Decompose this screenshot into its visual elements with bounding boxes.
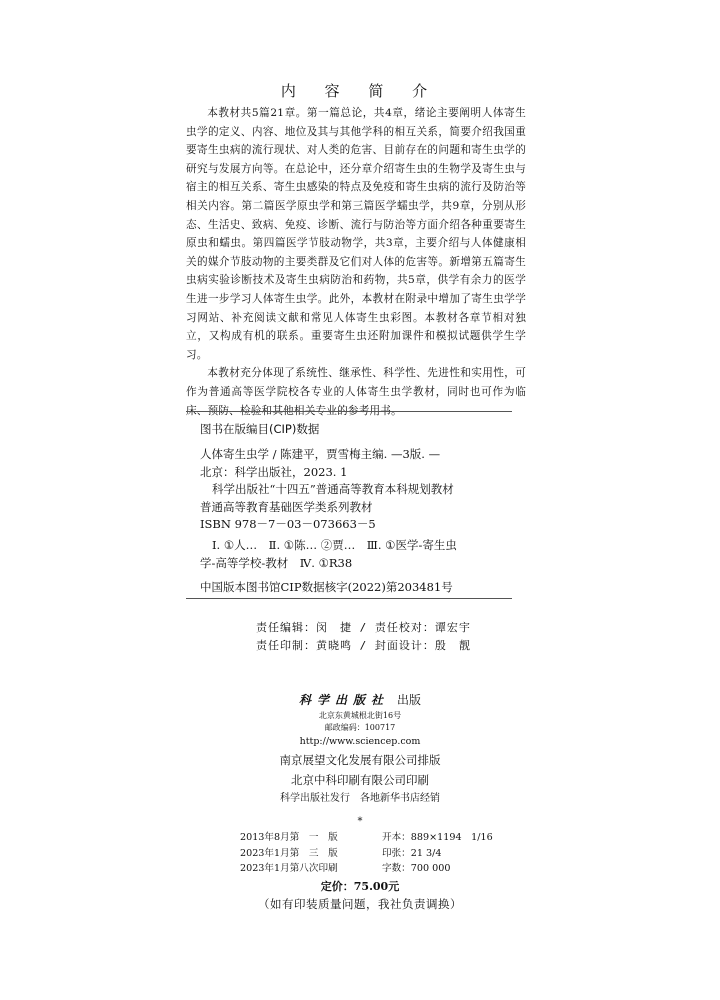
edition-info — [240, 830, 500, 877]
edition-spec: 开本：889×1194 1/16 — [382, 832, 493, 843]
cip-record — [200, 446, 510, 534]
publisher-postcode: 邮政编码：100717 — [324, 723, 396, 732]
edition-date: 2023年1月第 三 版 — [240, 847, 338, 859]
edition-spec: 印张：21 3/4 — [382, 847, 442, 859]
cip-line-series-1: 科学出版社“十四五”普通高等教育本科规划教材 — [212, 482, 454, 496]
cip-line-series-2: 普通高等教育基础医学类系列教材 — [200, 499, 373, 514]
cip-line-author: 人体寄生虫学 / 陈建平，贾雪梅主编. —3版. — — [200, 447, 441, 461]
summary-title: 内 容 简 介 — [280, 82, 440, 100]
cip-number: 中国版本图书馆CIP数据核字(2022)第203481号 — [200, 580, 453, 594]
summary-paragraph-2: 本教材充分体现了系统性、继承性、科学性、先进性和实用性，可作为普通高等医学院校各专业的人体寄生虫学教材，同时也可作为临床、预防、检验和其他相关专业的参考用书。 — [186, 367, 526, 417]
cip-bottom-divider — [186, 598, 512, 599]
summary-paragraph-1: 本教材共5篇21章。第一篇总论，共4章，绪论主要阐明人体寄生虫学的定义、内容、地位及其与其他学科的相互关系，简要介绍我国重要寄生虫病的流行现状、对人类的危害、目前存在的问题和寄生虫学的研究与发展方向等。在总论中，还分章介绍寄生虫的生物学及寄生虫与宿主的相互关系、寄生虫感染的特点及免疫和寄生虫病的流行及防治等相关内容。第二篇医学原虫学和第三篇医学蠕虫学，共9章，分别从形态、生活史、致病、免疫、诊断、流行与防治等方面介绍各种重要寄生原虫和蠕虫。第四篇医学节肢动物学，共3章，主要介绍与人体健康相关的媒介节肢动物的主要类群及它们对人体的危害等。新增第五篇寄生虫病实验诊断技术及寄生虫病防治和药物，共5章，供学有余力的医学生进一步学习人体寄生虫学。此外，本教材在附录中增加了寄生虫学学习网站、补充阅读文献和常见人体寄生虫彩图。本教材各章节相对独立，又构成有机的联系。重要寄生虫还附加课件和模拟试题供学生学习。 — [186, 107, 526, 361]
summary-body — [186, 104, 526, 420]
edition-date: 2023年1月第八次印刷 — [240, 863, 338, 874]
typesetter: 南京展望文化发展有限公司排版 — [279, 753, 441, 767]
credit-line-editors: 责任编辑：闵 捷 / 责任校对：谭宏宇 — [256, 621, 471, 634]
publisher-url: http://www.sciencep.com — [299, 736, 421, 747]
cip-line-publisher: 北京：科学出版社，2023. 1 — [200, 464, 348, 479]
printer: 北京中科印刷有限公司印刷 — [291, 773, 429, 787]
edition-row — [240, 830, 500, 846]
cip-classification — [200, 537, 510, 572]
edition-row — [240, 846, 500, 862]
editorial-credits — [256, 619, 516, 655]
cip-top-divider — [186, 411, 512, 412]
edition-spec: 字数：700 000 — [382, 863, 451, 874]
publisher-info — [0, 690, 720, 832]
quality-notice: （如有印装质量问题，我社负责调换） — [258, 897, 462, 911]
edition-date: 2013年8月第 一 版 — [240, 832, 338, 843]
publisher-name-suffix: 出版 — [397, 693, 422, 707]
cip-classification-line-2: 学-高等学校-教材 Ⅳ. ①R38 — [200, 555, 353, 570]
distribution: 科学出版社发行 各地新华书店经销 — [280, 793, 440, 804]
separator-asterisk: * — [357, 816, 363, 827]
edition-row — [240, 861, 500, 877]
publisher-name — [0, 690, 720, 710]
publisher-logo-text: 科学出版社 — [298, 693, 389, 707]
publisher-address: 北京东黄城根北街16号 — [318, 711, 402, 720]
cip-heading: 图书在版编目(CIP)数据 — [200, 422, 320, 436]
credit-line-production: 责任印制：黄晓鸣 / 封面设计：殷 靓 — [256, 639, 471, 652]
price: 定价：75.00元 — [320, 880, 400, 893]
cip-line-isbn: ISBN 978－7－03－073663－5 — [200, 517, 376, 531]
cip-classification-line-1: Ⅰ. ①人… Ⅱ. ①陈… ②贾… Ⅲ. ①医学-寄生虫 — [212, 538, 457, 552]
